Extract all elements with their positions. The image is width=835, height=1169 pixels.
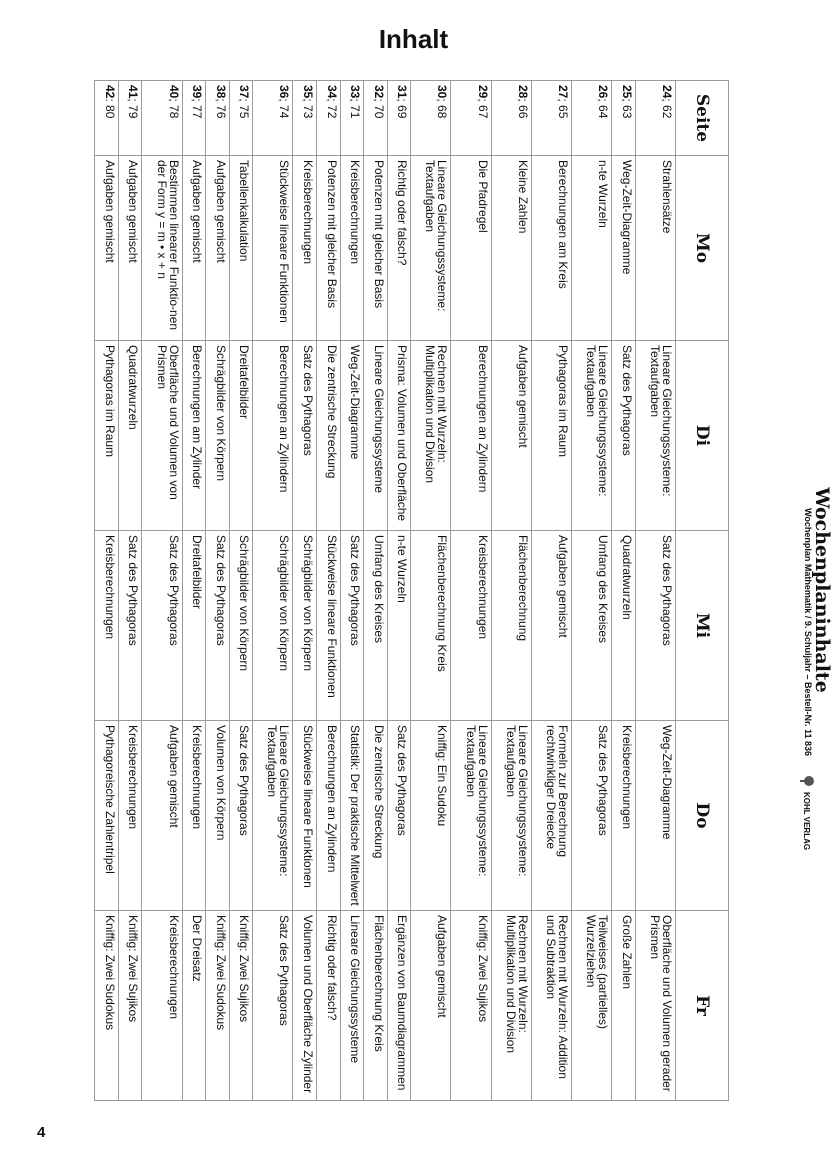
cell-do: Lineare Gleichungssysteme: Textaufgaben: [491, 721, 531, 911]
cell-seite: [253, 81, 293, 156]
cell-do: Aufgaben gemischt: [142, 721, 182, 911]
cell-do: Pythagoreische Zahlentripel: [95, 721, 119, 911]
cell-do: Stückweise lineare Funktionen: [293, 721, 317, 911]
cell-mi: Umfang des Kreises: [364, 531, 388, 721]
cell-mi: Satz des Pythagoras: [340, 531, 364, 721]
cell-do: Lineare Gleichungssysteme: Textaufgaben: [253, 721, 293, 911]
table-row: [491, 81, 531, 1101]
cell-di: Berechnungen an Zylindern: [253, 341, 293, 531]
cell-mo: Lineare Gleichungssysteme: Textaufgaben: [411, 156, 451, 341]
worksheet-number: 39: [190, 85, 205, 99]
cell-seite: [95, 81, 119, 156]
cell-di: Lineare Gleichungssysteme: Textaufgaben: [572, 341, 612, 531]
cell-fr: Kniffig: Zwei Sudokus: [95, 911, 119, 1101]
cell-di: Weg-Zeit-Diagramme: [340, 341, 364, 531]
col-header-mi: Mi: [676, 531, 729, 721]
cell-di: Prisma: Volumen und Oberfläche: [387, 341, 411, 531]
cell-fr: Flächenberechnung Kreis: [364, 911, 388, 1101]
cell-fr: Satz des Pythagoras: [253, 911, 293, 1101]
solution-page: ; 64: [596, 98, 611, 119]
cell-di: Pythagoras im Raum: [95, 341, 119, 531]
cell-mo: Richtig oder falsch?: [387, 156, 411, 341]
cell-do: Volumen von Körpern: [206, 721, 230, 911]
table-row: [182, 81, 206, 1101]
solution-page: ; 70: [371, 98, 386, 119]
cell-do: Formeln zur Berechnung rechtwinkliger Dreiecke: [531, 721, 571, 911]
worksheet-number: 33: [348, 85, 363, 99]
solution-page: ; 69: [395, 98, 410, 119]
worksheet-number: 30: [435, 85, 450, 99]
cell-mi: Satz des Pythagoras: [142, 531, 182, 721]
table-row: [206, 81, 230, 1101]
cell-mi: Aufgaben gemischt: [531, 531, 571, 721]
cell-di: Rechnen mit Wurzeln: Multiplikation und Division: [411, 341, 451, 531]
cell-mi: Schrägbilder von Körpern: [229, 531, 253, 721]
cell-do: Kreisberechnungen: [118, 721, 142, 911]
table-row: [572, 81, 612, 1101]
worksheet-number: 37: [237, 85, 252, 99]
worksheet-number: 29: [475, 85, 490, 99]
cell-do: Satz des Pythagoras: [572, 721, 612, 911]
cell-di: Lineare Gleichungssysteme: [364, 341, 388, 531]
table-row: [340, 81, 364, 1101]
publisher-name: KOHL VERLAG: [802, 792, 812, 851]
cell-seite: [293, 81, 317, 156]
cell-di: Satz des Pythagoras: [293, 341, 317, 531]
cell-fr: Kniffig: Zwei Sudokus: [206, 911, 230, 1101]
table-row: [316, 81, 340, 1101]
cell-mo: Berechnungen am Kreis: [531, 156, 571, 341]
worksheet-number: 41: [126, 85, 141, 99]
worksheet-number: 38: [213, 85, 228, 99]
cell-seite: [451, 81, 491, 156]
cell-mo: n-te Wurzeln: [572, 156, 612, 341]
table-row: [118, 81, 142, 1101]
page-title: Inhalt: [378, 24, 449, 54]
cell-mo: Aufgaben gemischt: [95, 156, 119, 341]
cell-mo: Bestimmen linearer Funktio-nen der Form y = m • x + n: [142, 156, 182, 341]
cell-di: Berechnungen am Zylinder: [182, 341, 206, 531]
cell-mi: Stückweise lineare Funktionen: [316, 531, 340, 721]
cell-di: Lineare Gleichungssysteme: Textaufgaben: [635, 341, 675, 531]
cell-seite: [612, 81, 636, 156]
cell-fr: Kniffig: Zwei Sujikos: [229, 911, 253, 1101]
rotated-schedule: [95, 80, 835, 1100]
cell-fr: Kniffig: Zwei Sujikos: [451, 911, 491, 1101]
cell-mi: Satz des Pythagoras: [206, 531, 230, 721]
worksheet-number: 31: [395, 85, 410, 99]
cell-seite: [182, 81, 206, 156]
worksheet-number: 25: [619, 85, 634, 99]
solution-page: ; 72: [324, 98, 339, 119]
cell-fr: Lineare Gleichungssysteme: [340, 911, 364, 1101]
cell-mo: Die Pfadregel: [451, 156, 491, 341]
series-info: Wochenplan Mathematik / 9. Schuljahr – Bestell-Nr. 11 836: [803, 508, 813, 756]
col-header-mo: Mo: [676, 156, 729, 341]
cell-mi: Satz des Pythagoras: [635, 531, 675, 721]
solution-page: ; 66: [515, 98, 530, 119]
cell-di: Oberfläche und Volumen von Prismen: [142, 341, 182, 531]
cell-mo: Potenzen mit gleicher Basis: [316, 156, 340, 341]
solution-page: ; 67: [475, 98, 490, 119]
cell-seite: [206, 81, 230, 156]
cell-mo: Strahlensätze: [635, 156, 675, 341]
cell-fr: Große Zahlen: [612, 911, 636, 1101]
solution-page: ; 78: [166, 98, 181, 119]
worksheet-number: 32: [371, 85, 386, 99]
cell-do: Satz des Pythagoras: [387, 721, 411, 911]
cell-mi: Schrägbilder von Körpern: [253, 531, 293, 721]
worksheet-number: 24: [660, 85, 674, 99]
cell-mi: Satz des Pythagoras: [118, 531, 142, 721]
cell-mo: Aufgaben gemischt: [206, 156, 230, 341]
cell-do: Berechnungen an Zylindern: [316, 721, 340, 911]
cell-do: Kniffig: Ein Sudoku: [411, 721, 451, 911]
solution-page: ; 62: [660, 98, 674, 119]
cell-seite: [387, 81, 411, 156]
cell-di: Berechnungen an Zylindern: [451, 341, 491, 531]
cell-mi: Schrägbilder von Körpern: [293, 531, 317, 721]
worksheet-number: 35: [300, 85, 315, 99]
cell-seite: [142, 81, 182, 156]
cell-mo: Kreisberechnungen: [340, 156, 364, 341]
worksheet-number: 27: [556, 85, 571, 99]
table-row: [229, 81, 253, 1101]
cell-mo: Aufgaben gemischt: [118, 156, 142, 341]
cell-mi: n-te Wurzeln: [387, 531, 411, 721]
cell-do: Weg-Zeit-Diagramme: [635, 721, 675, 911]
cell-fr: Kniffig: Zwei Sujikos: [118, 911, 142, 1101]
cell-do: Statistik: Der praktische Mittelwert: [340, 721, 364, 911]
solution-page: ; 79: [126, 98, 141, 119]
worksheet-number: 28: [515, 85, 530, 99]
cell-seite: [491, 81, 531, 156]
solution-page: : 80: [102, 98, 117, 119]
col-header-seite: Seite: [676, 81, 729, 156]
table-row: [253, 81, 293, 1101]
table-row: [387, 81, 411, 1101]
solution-page: ; 73: [300, 98, 315, 119]
cell-di: Pythagoras im Raum: [531, 341, 571, 531]
cell-fr: Oberfläche und Volumen gerader Prismen: [635, 911, 675, 1101]
worksheet-number: 26: [596, 85, 611, 99]
solution-page: ; 65: [556, 98, 571, 119]
table-row: [531, 81, 571, 1101]
solution-page: ; 74: [277, 98, 292, 119]
cell-fr: Richtig oder falsch?: [316, 911, 340, 1101]
cell-mi: Quadratwurzeln: [612, 531, 636, 721]
table-row: [411, 81, 451, 1101]
solution-page: ; 63: [619, 98, 634, 119]
publisher-logo: [799, 773, 815, 850]
cell-seite: [635, 81, 675, 156]
cell-seite: [340, 81, 364, 156]
table-row: [364, 81, 388, 1101]
cell-seite: [411, 81, 451, 156]
cell-di: Die zentrische Streckung: [316, 341, 340, 531]
cell-mo: Kleine Zahlen: [491, 156, 531, 341]
cell-fr: Kreisberechnungen: [142, 911, 182, 1101]
cell-mi: Flächenberechnung: [491, 531, 531, 721]
table-row: [142, 81, 182, 1101]
cell-fr: Rechnen mit Wurzeln: Multiplikation und Division: [491, 911, 531, 1101]
col-header-di: Di: [676, 341, 729, 531]
publisher-line: [799, 80, 815, 1100]
cell-mi: Umfang des Kreises: [572, 531, 612, 721]
cell-mo: Potenzen mit gleicher Basis: [364, 156, 388, 341]
solution-page: ; 75: [237, 98, 252, 119]
cell-fr: Teilweises (partielles) Wurzelziehen: [572, 911, 612, 1101]
cell-mi: Kreisberechnungen: [451, 531, 491, 721]
schedule-heading: Wochenplaninhalte: [811, 487, 833, 693]
cell-fr: Aufgaben gemischt: [411, 911, 451, 1101]
cell-di: Schrägbilder von Körpern: [206, 341, 230, 531]
worksheet-number: 42: [102, 85, 117, 99]
solution-page: ; 76: [213, 98, 228, 119]
cell-mo: Weg-Zeit-Diagramme: [612, 156, 636, 341]
cell-fr: Rechnen mit Wurzeln: Addition und Subtraktion: [531, 911, 571, 1101]
cell-do: Satz des Pythagoras: [229, 721, 253, 911]
cell-mi: Flächenberechnung Kreis: [411, 531, 451, 721]
cell-mi: Dreitafelbilder: [182, 531, 206, 721]
solution-page: ; 77: [190, 98, 205, 119]
cell-di: Quadratwurzeln: [118, 341, 142, 531]
cell-di: Satz des Pythagoras: [612, 341, 636, 531]
cell-seite: [316, 81, 340, 156]
cell-mo: Aufgaben gemischt: [182, 156, 206, 341]
worksheet-number: 36: [277, 85, 292, 99]
table-row: [95, 81, 119, 1101]
cell-di: Dreitafelbilder: [229, 341, 253, 531]
cell-do: Die zentrische Streckung: [364, 721, 388, 911]
cell-seite: [229, 81, 253, 156]
cell-mo: Stückweise lineare Funktionen: [253, 156, 293, 341]
table-row: [451, 81, 491, 1101]
col-header-do: Do: [676, 721, 729, 911]
solution-page: ; 68: [435, 98, 450, 119]
cell-seite: [531, 81, 571, 156]
cell-do: Lineare Gleichungssysteme: Textaufgaben: [451, 721, 491, 911]
cell-di: Aufgaben gemischt: [491, 341, 531, 531]
cell-do: Kreisberechnungen: [182, 721, 206, 911]
cell-fr: Ergänzen von Baumdiagrammen: [387, 911, 411, 1101]
cell-do: Kreisberechnungen: [612, 721, 636, 911]
tree-icon: [799, 773, 815, 789]
worksheet-number: 40: [166, 85, 181, 99]
cell-fr: Volumen und Oberfläche Zylinder: [293, 911, 317, 1101]
table-row: [293, 81, 317, 1101]
schedule-table: [94, 80, 729, 1101]
cell-mo: Tabellenkalkulation: [229, 156, 253, 341]
cell-mo: Kreisberechnungen: [293, 156, 317, 341]
cell-seite: [364, 81, 388, 156]
page-number: 4: [37, 1124, 46, 1141]
cell-seite: [572, 81, 612, 156]
cell-seite: [118, 81, 142, 156]
solution-page: ; 71: [348, 98, 363, 119]
table-header-row: [676, 81, 729, 1101]
table-row: [612, 81, 636, 1101]
cell-fr: Der Dreisatz: [182, 911, 206, 1101]
table-row: [635, 81, 675, 1101]
col-header-fr: Fr: [676, 911, 729, 1101]
worksheet-number: 34: [324, 85, 339, 99]
cell-mi: Kreisberechnungen: [95, 531, 119, 721]
